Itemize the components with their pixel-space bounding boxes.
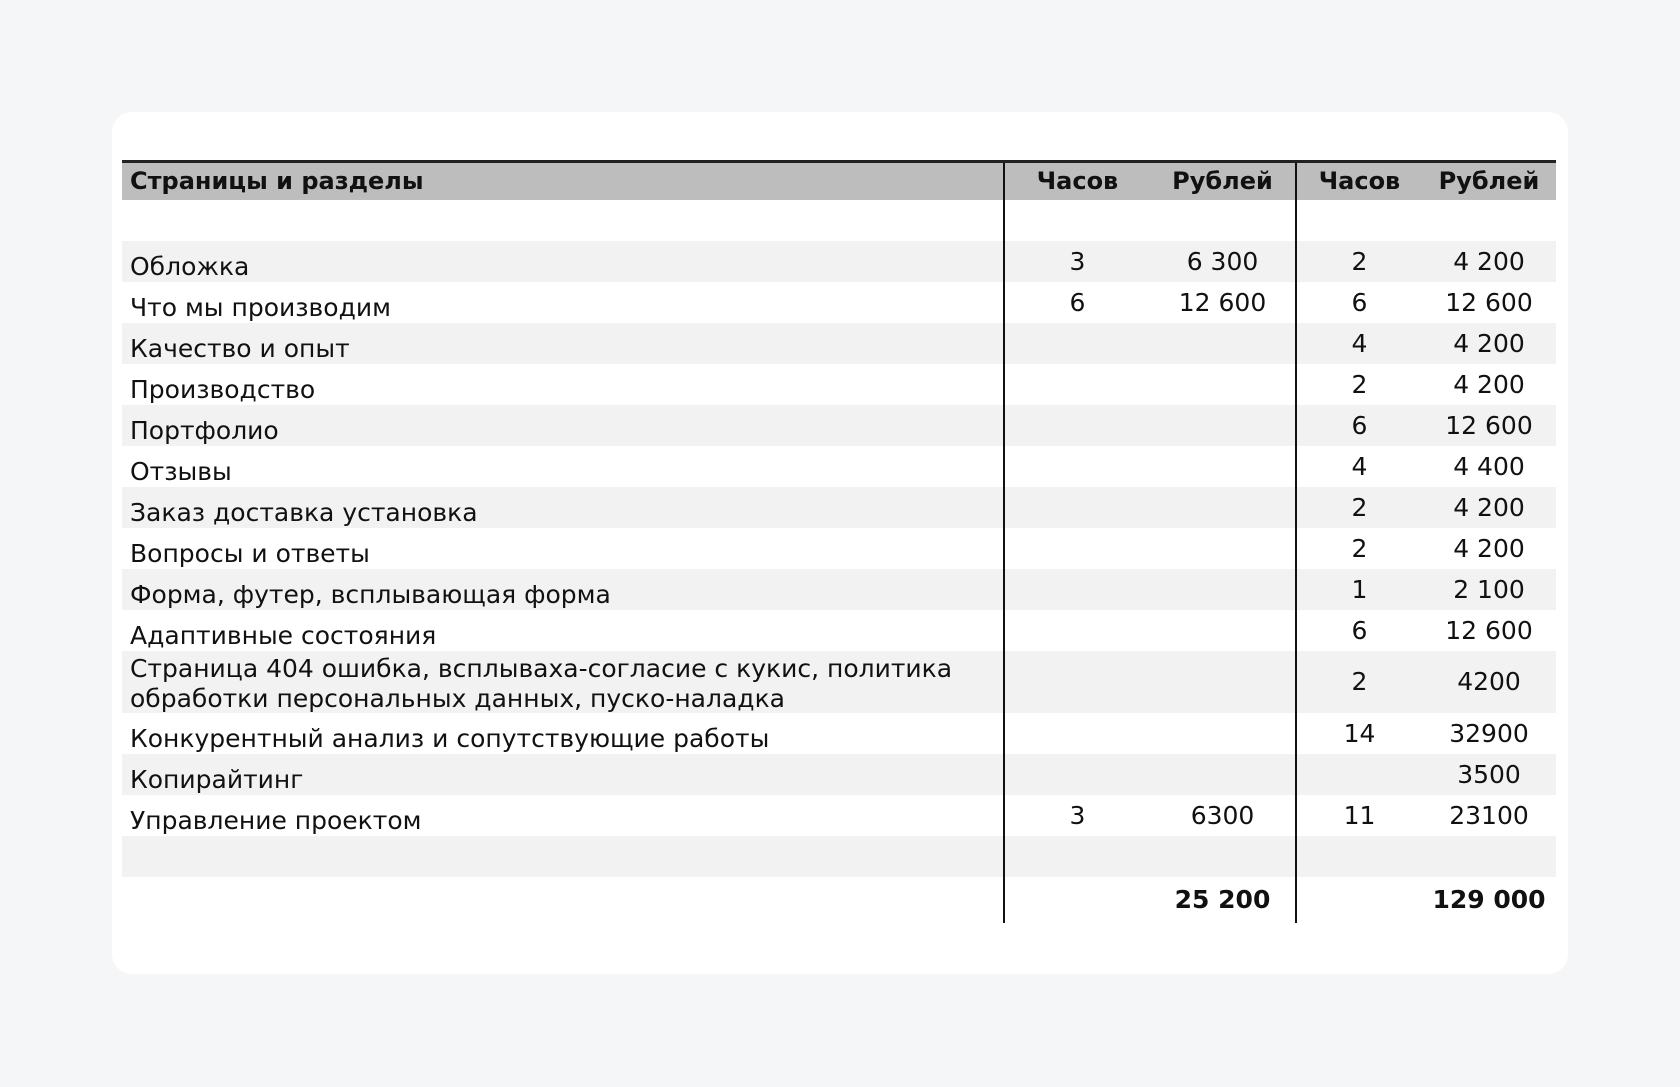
row-rubles-2: 4 200 [1422, 364, 1556, 405]
row-rubles-2: 12 600 [1422, 405, 1556, 446]
row-hours-1: 3 [1004, 241, 1150, 282]
header-row [122, 162, 1556, 201]
row-hours-1: 3 [1004, 795, 1150, 836]
row-name: Копирайтинг [122, 754, 1004, 795]
row-rubles-2: 23100 [1422, 795, 1556, 836]
estimate-table [122, 160, 1556, 923]
table-row [122, 528, 1556, 569]
row-rubles-2: 4 200 [1422, 323, 1556, 364]
row-hours-2: 6 [1296, 282, 1422, 323]
table-row [122, 651, 1556, 713]
row-hours-2: 2 [1296, 528, 1422, 569]
row-hours-2: 2 [1296, 651, 1422, 713]
table-row [122, 569, 1556, 610]
row-hours-1 [1004, 610, 1150, 651]
header-hours-2: Часов [1296, 162, 1422, 201]
row-hours-2: 6 [1296, 610, 1422, 651]
row-hours-1 [1004, 323, 1150, 364]
row-hours-2: 11 [1296, 795, 1422, 836]
header-hours-1: Часов [1004, 162, 1150, 201]
row-name: Качество и опыт [122, 323, 1004, 364]
table-row [122, 795, 1556, 836]
estimate-sheet [122, 160, 1556, 923]
row-rubles-1 [1150, 651, 1296, 713]
table-row [122, 282, 1556, 323]
row-hours-1 [1004, 405, 1150, 446]
table-row [122, 323, 1556, 364]
table-row [122, 241, 1556, 282]
row-rubles-2: 4 400 [1422, 446, 1556, 487]
row-hours-2 [1296, 754, 1422, 795]
row-hours-2: 14 [1296, 713, 1422, 754]
row-name: Вопросы и ответы [122, 528, 1004, 569]
row-name: Заказ доставка установка [122, 487, 1004, 528]
header-pages-sections: Страницы и разделы [122, 162, 1004, 201]
row-hours-2: 2 [1296, 364, 1422, 405]
row-name: Адаптивные состояния [122, 610, 1004, 651]
estimate-card [112, 112, 1568, 974]
row-hours-1 [1004, 528, 1150, 569]
row-hours-2: 6 [1296, 405, 1422, 446]
row-hours-2: 4 [1296, 323, 1422, 364]
totals-row [122, 877, 1556, 923]
row-hours-1 [1004, 651, 1150, 713]
table-row [122, 610, 1556, 651]
table-row [122, 364, 1556, 405]
row-rubles-2: 4 200 [1422, 241, 1556, 282]
row-hours-1 [1004, 569, 1150, 610]
totals-label-cell [122, 877, 1004, 923]
totals-hours-2 [1296, 877, 1422, 923]
total-rubles-2: 129 000 [1422, 877, 1556, 923]
table-row [122, 446, 1556, 487]
totals-hours-1 [1004, 877, 1150, 923]
table-row [122, 487, 1556, 528]
row-rubles-1 [1150, 323, 1296, 364]
row-rubles-2: 4 200 [1422, 487, 1556, 528]
row-hours-2: 2 [1296, 241, 1422, 282]
row-rubles-2: 32900 [1422, 713, 1556, 754]
row-hours-2: 2 [1296, 487, 1422, 528]
row-name: Производство [122, 364, 1004, 405]
row-hours-1 [1004, 487, 1150, 528]
row-hours-1 [1004, 713, 1150, 754]
row-rubles-2: 12 600 [1422, 610, 1556, 651]
row-rubles-1 [1150, 487, 1296, 528]
row-hours-1 [1004, 754, 1150, 795]
row-rubles-2: 12 600 [1422, 282, 1556, 323]
row-rubles-2: 4200 [1422, 651, 1556, 713]
row-name: Управление проектом [122, 795, 1004, 836]
header-rubles-2: Рублей [1422, 162, 1556, 201]
spacer-row [122, 200, 1556, 241]
row-rubles-1 [1150, 713, 1296, 754]
row-rubles-1: 6 300 [1150, 241, 1296, 282]
header-rubles-1: Рублей [1150, 162, 1296, 201]
row-rubles-1 [1150, 405, 1296, 446]
table-row [122, 405, 1556, 446]
row-rubles-1 [1150, 610, 1296, 651]
row-hours-1 [1004, 446, 1150, 487]
row-rubles-2: 3500 [1422, 754, 1556, 795]
row-hours-2: 1 [1296, 569, 1422, 610]
row-name: Обложка [122, 241, 1004, 282]
row-rubles-2: 4 200 [1422, 528, 1556, 569]
row-rubles-1: 6300 [1150, 795, 1296, 836]
row-rubles-1: 12 600 [1150, 282, 1296, 323]
row-name: Страница 404 ошибка, всплываха-согласие с кукис, политика обработки персональных данных, пуско-наладка [122, 651, 1004, 713]
row-rubles-2: 2 100 [1422, 569, 1556, 610]
row-hours-2: 4 [1296, 446, 1422, 487]
table-row [122, 713, 1556, 754]
row-rubles-1 [1150, 754, 1296, 795]
row-name: Что мы производим [122, 282, 1004, 323]
row-rubles-1 [1150, 364, 1296, 405]
total-rubles-1: 25 200 [1150, 877, 1296, 923]
row-name: Портфолио [122, 405, 1004, 446]
row-rubles-1 [1150, 446, 1296, 487]
row-name: Конкурентный анализ и сопутствующие работы [122, 713, 1004, 754]
row-rubles-1 [1150, 528, 1296, 569]
row-name: Форма, футер, всплывающая форма [122, 569, 1004, 610]
spacer-row [122, 836, 1556, 877]
row-hours-1: 6 [1004, 282, 1150, 323]
table-row [122, 754, 1556, 795]
row-hours-1 [1004, 364, 1150, 405]
row-name: Отзывы [122, 446, 1004, 487]
row-rubles-1 [1150, 569, 1296, 610]
